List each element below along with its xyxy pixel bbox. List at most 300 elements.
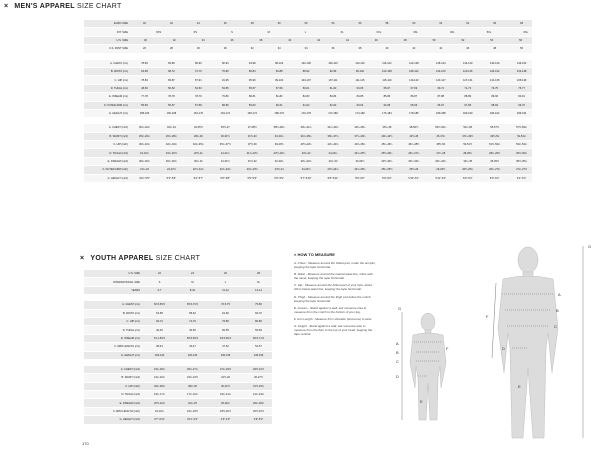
table-cell: 60.5-65.5 xyxy=(154,303,165,307)
table-cell: 130-145 xyxy=(220,353,231,357)
table-cell: 66-70 xyxy=(255,311,262,315)
table-cell: 44 xyxy=(439,47,443,51)
table-cell: 20½-22½ xyxy=(253,410,264,414)
table-cell: 186-194 xyxy=(516,112,527,116)
table-cell xyxy=(388,31,406,34)
table-cell: 34 xyxy=(304,47,308,51)
table-row xyxy=(84,36,532,44)
row-values xyxy=(131,84,532,92)
table-cell: 5'9"-6'0" xyxy=(355,176,365,180)
row-label: INT. SIZE xyxy=(84,28,131,36)
table-cell: 26½-26¾ xyxy=(462,168,474,172)
table-cell: 68-72 xyxy=(168,70,175,74)
table-cell: 32 xyxy=(250,47,254,51)
table-cell: 66 xyxy=(493,22,497,26)
table-cell: 27¼-28 xyxy=(436,151,446,155)
table-cell: 26¼-27¼ xyxy=(408,151,420,155)
table-cell: 30 xyxy=(223,47,227,51)
table-cell: 28 xyxy=(257,272,260,276)
table-cell: 64 xyxy=(466,22,470,26)
table-cell: 15-16¾ xyxy=(155,410,164,414)
table-cell: 5'5"-5'9" xyxy=(247,176,257,180)
table-cell: 25¼-25½ xyxy=(381,168,393,172)
table-cell: 52-54¼ xyxy=(517,134,526,138)
table-cell: 75-80 xyxy=(255,303,262,307)
table-cell: 52-57 xyxy=(255,345,262,349)
how-to-measure-item: C. Hip - Measure around the fullest part of your hips, about 20cm below waist line, keeping the tape horizontal. xyxy=(294,283,373,292)
table-cell: 60 xyxy=(412,22,416,26)
row-values xyxy=(143,301,272,309)
row-values xyxy=(131,76,532,84)
row-label: D. THIGH (inch) xyxy=(84,149,131,157)
table-cell: 55-56 xyxy=(141,103,148,107)
table-cell: 38-43 xyxy=(156,345,163,349)
row-values xyxy=(131,157,532,165)
how-to-measure-item: D. Thigh - Measure around the thigh just below the crotch, keeping the tape horizontal. xyxy=(294,294,372,303)
table-cell: 32¾-34¼ xyxy=(165,143,177,147)
table-cell: 31½-33 xyxy=(247,134,257,138)
table-cell: 30-31½ xyxy=(220,134,230,138)
table-cell: 78-79 xyxy=(195,95,202,99)
table-cell xyxy=(315,31,333,34)
table-cell: 34¼-34¾ xyxy=(435,160,447,164)
table-cell: 63.5-66.5 xyxy=(220,336,231,340)
table-cell: 164-172 xyxy=(220,112,231,116)
table-cell xyxy=(425,31,443,34)
table-cell: 6'0"-6'4" xyxy=(489,176,500,180)
row-label: E. INSEAM (inch) xyxy=(84,157,131,165)
table-cell: 15¾-17¾ xyxy=(154,393,165,397)
table-cell: 48½-50 xyxy=(436,143,446,147)
table-cell: 77-78 xyxy=(141,95,148,99)
table-row xyxy=(84,343,272,351)
table-row xyxy=(84,351,272,359)
table-cell: 25-26¼ xyxy=(221,401,230,405)
table-row xyxy=(84,270,272,278)
table-cell: 45-50 xyxy=(189,328,196,332)
row-label: F. ARM LENGTH (inch) xyxy=(84,407,143,415)
table-cell: 36 xyxy=(331,47,335,51)
table-cell: 145-159 xyxy=(253,353,264,357)
table-cell: 172-180 xyxy=(328,112,338,116)
table-cell: 54 xyxy=(490,38,494,42)
table-cell: 61-62 xyxy=(302,103,310,107)
table-cell: 18½-20½ xyxy=(220,410,231,414)
table-cell: 25½-26¼ xyxy=(381,151,393,155)
svg-text:B: B xyxy=(396,350,399,355)
row-values xyxy=(131,109,532,117)
table-row xyxy=(84,301,272,309)
table-cell: 140-146 xyxy=(489,61,500,65)
table-cell: 34¼-35¾ xyxy=(192,143,204,147)
table-cell: 146-152 xyxy=(516,61,527,65)
table-cell: 123-127 xyxy=(436,78,446,82)
table-cell: 76-80 xyxy=(222,320,229,324)
row-label: G. HEIGHT (inch) xyxy=(84,416,143,424)
table-cell: 135-139 xyxy=(516,78,527,82)
table-cell: 65.5-70.5 xyxy=(187,303,198,307)
row-values xyxy=(143,399,272,407)
table-cell: 32¾-34 xyxy=(167,126,176,130)
table-cell: 83-87 xyxy=(168,78,175,82)
row-values xyxy=(131,36,532,44)
table-cell: 20½-22¼ xyxy=(154,401,165,405)
page-number: 170 xyxy=(82,441,89,446)
table-cell: 91-95 xyxy=(221,78,229,82)
table-row xyxy=(84,365,272,373)
table-cell: 30¾-32¾ xyxy=(138,143,150,147)
row-values xyxy=(131,124,532,132)
svg-text:G: G xyxy=(398,306,402,311)
table-cell: 80-86 xyxy=(255,320,262,324)
table-cell: 50-55 xyxy=(222,328,229,332)
table-cell: 55-57½ xyxy=(490,126,500,130)
svg-text:E: E xyxy=(518,384,521,389)
row-values xyxy=(131,20,532,28)
table-cell: 35½-37 xyxy=(220,126,230,130)
table-cell: 114-120 xyxy=(436,70,446,74)
table-cell: 36 xyxy=(230,38,234,42)
row-label: B. WAIST (cm) xyxy=(84,67,131,75)
row-values xyxy=(131,101,532,109)
table-cell: 34-35½ xyxy=(193,126,203,130)
row-values xyxy=(143,365,272,373)
table-cell: 54-58 xyxy=(156,311,163,315)
table-row xyxy=(84,157,532,165)
table-cell: 24 xyxy=(191,272,194,276)
table-cell: 57-58 xyxy=(195,103,202,107)
table-cell: 60-61 xyxy=(275,103,283,107)
row-values xyxy=(143,382,272,390)
row-label: D. THIGH (cm) xyxy=(84,84,131,92)
table-row xyxy=(84,45,532,53)
table-cell: 68-69 xyxy=(491,103,498,107)
row-values xyxy=(143,343,272,351)
table-cell: 54 xyxy=(331,22,335,26)
table-cell xyxy=(278,31,296,34)
row-label: A. CHEST (inch) xyxy=(84,124,131,132)
table-cell: 19¾-21¾ xyxy=(220,393,231,397)
svg-text:C: C xyxy=(396,359,399,364)
mens-title-suffix: SIZE CHART xyxy=(77,3,122,10)
table-cell: 67-69 xyxy=(410,86,418,90)
adult-figure xyxy=(498,247,558,438)
table-cell: M xyxy=(191,280,194,284)
row-values xyxy=(131,149,532,157)
table-cell: 78-78 xyxy=(168,95,175,99)
row-label: C. HIP (cm) xyxy=(84,76,131,84)
table-cell: 40 xyxy=(385,47,389,51)
table-cell: 26 xyxy=(143,47,146,51)
svg-text:B: B xyxy=(556,308,559,313)
table-cell: 57½-59¾ xyxy=(516,126,528,130)
measurement-figures xyxy=(388,238,610,450)
row-values xyxy=(131,45,532,53)
youth-size-table xyxy=(84,270,272,425)
row-label: EURO SIZE xyxy=(84,20,131,28)
table-cell: 66.5-71.5 xyxy=(253,336,264,340)
row-label: E. INSEAM (cm) xyxy=(84,334,143,342)
how-to-measure-title: × HOW TO MEASURE xyxy=(294,252,335,257)
table-cell: 40 xyxy=(288,38,292,42)
table-cell: 26¾-28¼ xyxy=(165,134,177,138)
table-cell: 53¼-54¾ xyxy=(516,143,528,147)
table-cell: 3XL xyxy=(413,30,418,34)
row-label: F. OUTER ARM (inch) xyxy=(84,166,131,174)
table-cell: 62-63 xyxy=(329,103,337,107)
table-row xyxy=(84,93,532,101)
table-cell: 21¼-22¾ xyxy=(154,376,165,380)
table-cell: 5'9"-6'0" xyxy=(382,176,392,180)
table-cell: 46 xyxy=(374,38,378,42)
how-to-measure-panel xyxy=(294,252,376,339)
table-row xyxy=(84,109,532,117)
table-cell: XL xyxy=(340,30,344,34)
table-cell xyxy=(204,31,222,34)
table-cell: 3'7"-3'11" xyxy=(154,418,165,422)
row-label: G. HEIGHT (inch) xyxy=(84,174,131,182)
table-cell: 52¾-55 xyxy=(463,126,473,130)
table-cell: 31-31½ xyxy=(220,160,230,164)
table-cell: 38½-40¼ xyxy=(273,126,285,130)
table-cell: 32¾-33 xyxy=(328,160,338,164)
mens-size-table xyxy=(84,20,532,183)
table-cell: 28¼-30 xyxy=(193,134,203,138)
table-cell: 108-114 xyxy=(409,70,419,74)
table-cell: 45¾-48 xyxy=(382,126,392,130)
table-row xyxy=(84,317,272,325)
table-cell: 122-128 xyxy=(409,61,419,65)
table-row xyxy=(84,374,272,382)
table-cell: 56 xyxy=(358,22,362,26)
table-cell: 51½-53¼ xyxy=(489,143,501,147)
row-label: YEARS xyxy=(84,286,143,294)
row-values xyxy=(131,28,532,36)
table-cell: 131-135 xyxy=(489,78,500,82)
table-row xyxy=(84,67,532,75)
table-cell: 35¾-37½ xyxy=(219,143,231,147)
table-cell: 22-22½ xyxy=(167,168,176,172)
table-cell: 21¾-22 xyxy=(140,168,149,172)
table-cell: 126-132 xyxy=(489,70,500,74)
table-cell: 37-38½ xyxy=(247,126,257,130)
table-cell: 84-88 xyxy=(275,70,283,74)
table-cell: 81-82 xyxy=(275,95,283,99)
table-cell: 64-68 xyxy=(141,70,148,74)
table-cell: 24¾-25¼ xyxy=(354,168,366,172)
table-cell: 89-90 xyxy=(491,95,498,99)
table-cell: 34 xyxy=(201,38,205,42)
row-values xyxy=(131,93,532,101)
table-cell: 120-130 xyxy=(187,353,198,357)
table-cell: 127-131 xyxy=(462,78,473,82)
table-cell: 5'5"-5'8" xyxy=(220,176,231,180)
table-cell: 50 xyxy=(277,22,281,26)
table-cell: 80-84 xyxy=(248,70,256,74)
table-cell: 30¼-30¾ xyxy=(138,160,150,164)
table-cell: 31½-32 xyxy=(247,160,257,164)
table-cell: 34¾-36¼ xyxy=(300,134,312,138)
table-cell: 22½-23¼ xyxy=(273,151,285,155)
table-cell xyxy=(461,31,479,34)
table-cell: 32¼-32¾ xyxy=(300,160,312,164)
table-cell: 132-138 xyxy=(516,70,527,74)
row-values xyxy=(143,351,272,359)
table-cell: 48 xyxy=(250,22,254,26)
table-cell xyxy=(168,31,186,34)
table-cell: 50½-52¾ xyxy=(435,126,447,130)
table-cell: 102-108 xyxy=(382,70,392,74)
row-label: E. INSEAM (inch) xyxy=(84,399,143,407)
table-row xyxy=(84,141,532,149)
table-cell: 182-190 xyxy=(462,112,473,116)
row-label: D. THIGH (cm) xyxy=(84,326,143,334)
table-cell: 4'9"-5'3" xyxy=(253,418,264,422)
table-row xyxy=(84,382,272,390)
table-cell: 30¾-31 xyxy=(193,160,203,164)
svg-text:C: C xyxy=(554,324,557,329)
mens-size-table-wrapper xyxy=(84,20,532,183)
table-cell: 180-188 xyxy=(436,112,446,116)
table-cell: 40¼-41¾ xyxy=(300,126,312,130)
table-cell: 23¼-24 xyxy=(301,151,311,155)
table-cell: 98-102 xyxy=(275,61,284,65)
table-cell: 48 xyxy=(493,47,497,51)
table-cell: 56-57 xyxy=(168,103,175,107)
table-cell: 27¼-27½ xyxy=(516,168,528,172)
row-label: A. CHEST (cm) xyxy=(84,301,143,309)
table-cell: 73-75 xyxy=(491,86,498,90)
table-cell: 72-76 xyxy=(195,70,202,74)
table-cell: 52-53 xyxy=(195,86,202,90)
table-cell: 42½-45 xyxy=(409,134,419,138)
table-cell: 103-107 xyxy=(301,78,311,82)
table-cell: 26-27½ xyxy=(254,376,263,380)
row-label: A. CHEST (inch) xyxy=(84,365,143,373)
table-cell: S xyxy=(158,280,161,284)
row-label: C. HIP (inch) xyxy=(84,141,131,149)
table-cell: 45¼-46¾ xyxy=(381,143,393,147)
table-cell: 5'6"-5'9" xyxy=(274,176,284,180)
table-row xyxy=(84,28,532,36)
table-cell: S xyxy=(231,30,233,34)
table-cell: 46 xyxy=(223,22,227,26)
table-cell: 88-92 xyxy=(302,70,310,74)
row-values xyxy=(143,416,272,424)
table-row xyxy=(84,407,272,415)
row-values xyxy=(131,67,532,75)
table-cell: 5'11"-6'2" xyxy=(435,176,447,180)
table-cell: 59-61 xyxy=(302,86,310,90)
table-cell: 21-21¾ xyxy=(220,151,230,155)
table-cell: 26 xyxy=(224,272,227,276)
table-cell: 6'0"-6'3" xyxy=(462,176,473,180)
row-label: A. CHEST (cm) xyxy=(84,59,131,67)
table-cell: 184-192 xyxy=(489,112,500,116)
table-cell: 40 xyxy=(143,22,146,26)
row-values xyxy=(131,59,532,67)
table-row xyxy=(84,20,532,28)
row-label: B. WAIST (cm) xyxy=(84,309,143,317)
table-cell: 62 xyxy=(439,22,443,26)
table-cell: 28¾-29½ xyxy=(489,151,501,155)
mens-title: MEN'S APPAREL xyxy=(14,3,75,10)
table-cell: 6-7 xyxy=(157,288,162,292)
row-label: G. HEIGHT (cm) xyxy=(84,351,143,359)
table-cell: 24½-26 xyxy=(221,376,230,380)
table-cell: 29½-31½ xyxy=(253,368,264,372)
table-cell: 40½-42¼ xyxy=(300,143,312,147)
table-cell: 63-64 xyxy=(356,103,364,107)
table-row xyxy=(84,391,272,399)
mens-header xyxy=(4,3,122,10)
table-cell: 21¾-22½ xyxy=(246,151,258,155)
table-cell: 109-120 xyxy=(154,353,165,357)
how-to-measure-item: A. Chest - Measure around the fullest part, under the armpits, keeping the tape horizontal. xyxy=(294,261,376,269)
table-cell: 66-67 xyxy=(437,103,445,107)
table-cell: 28¼-30 xyxy=(188,384,197,388)
table-cell: 87-88 xyxy=(437,95,445,99)
table-row xyxy=(84,174,532,182)
table-row xyxy=(84,334,272,342)
table-cell: 28-28¾ xyxy=(463,151,473,155)
table-cell: 42 xyxy=(412,47,416,51)
table-cell: 70.5-75 xyxy=(221,303,230,307)
row-label: F. OUTER ARM (cm) xyxy=(84,101,131,109)
table-cell: 102-106 xyxy=(301,61,311,65)
svg-text:D: D xyxy=(396,374,399,379)
table-cell: 43¾-45¼ xyxy=(354,143,366,147)
table-cell: 84-85 xyxy=(356,95,364,99)
table-cell: 95-99 xyxy=(248,78,256,82)
table-cell: 6XL xyxy=(523,30,529,34)
table-cell: 49½-52 xyxy=(490,134,500,138)
table-cell: 24-24¾ xyxy=(328,151,338,155)
table-cell xyxy=(131,31,149,34)
table-cell: 65-67 xyxy=(383,86,391,90)
table-row xyxy=(84,278,272,286)
table-cell: 38 xyxy=(358,47,362,51)
table-cell: 160-168 xyxy=(166,112,177,116)
how-to-measure-item: B. Waist - Measure around the natural waist line, inline with the navel, keeping the tape horizontal. xyxy=(294,272,373,281)
row-label: G. HEIGHT (cm) xyxy=(84,109,131,117)
table-cell: 23½-24 xyxy=(274,168,284,172)
table-cell: 99-103 xyxy=(275,78,284,82)
table-cell: 25¾-27¾ xyxy=(187,368,198,372)
table-cell: 48-50½ xyxy=(409,126,419,130)
table-cell: 4'11"-5'5" xyxy=(139,176,150,180)
table-cell: 5'4"-5'7" xyxy=(193,176,204,180)
row-values xyxy=(143,407,272,415)
table-cell: 51.1-56.5 xyxy=(154,336,165,340)
table-cell: 43-47 xyxy=(189,345,196,349)
table-cell: 34 xyxy=(277,47,281,51)
row-values xyxy=(143,286,272,294)
table-cell: 115-119 xyxy=(382,78,392,82)
table-cell: 41¾-43¼ xyxy=(327,126,339,130)
svg-text:G: G xyxy=(588,244,592,249)
table-cell: 90-91 xyxy=(518,95,525,99)
table-cell: 166-174 xyxy=(247,112,257,116)
table-cell xyxy=(351,31,369,34)
svg-text:E: E xyxy=(420,399,423,404)
table-cell: 35½-35¾ xyxy=(516,160,528,164)
table-cell: 16¾-18½ xyxy=(187,410,198,414)
table-cell: 55-57 xyxy=(248,86,256,90)
table-cell: 48-50 xyxy=(141,86,148,90)
row-values xyxy=(143,309,272,317)
table-cell: L xyxy=(304,30,307,34)
